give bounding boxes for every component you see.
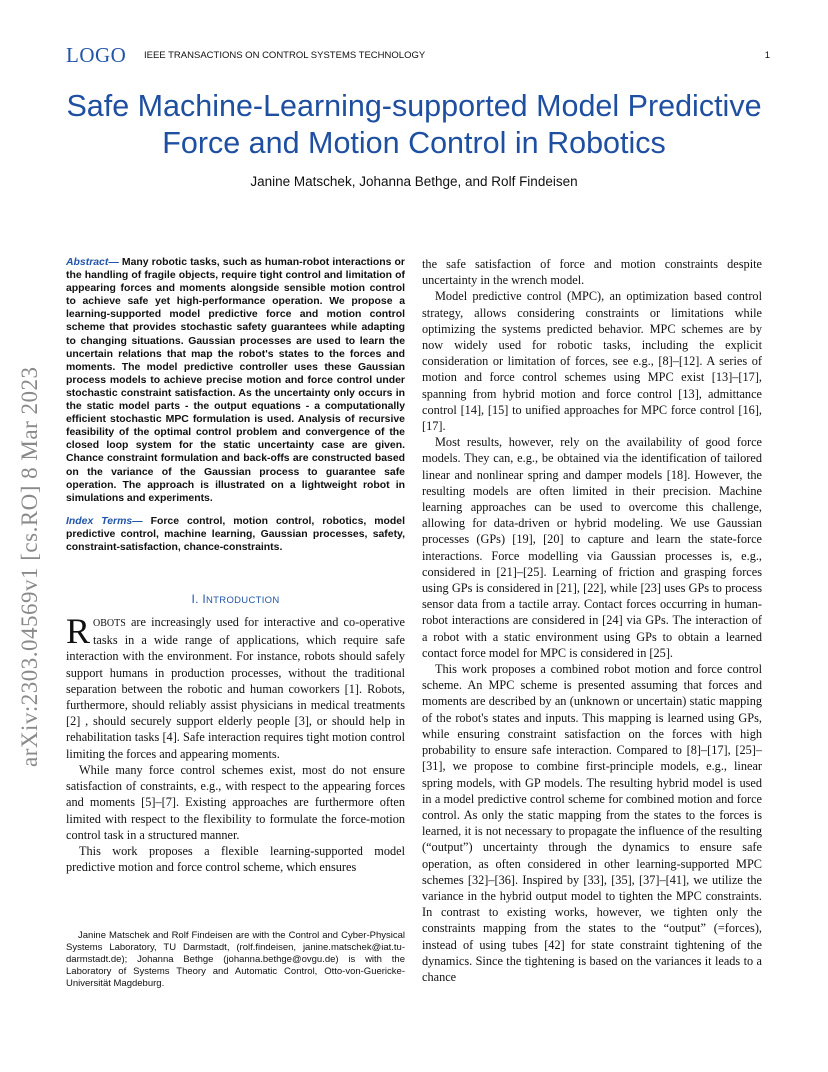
right-paragraph-1: Model predictive control (MPC), an optimization based control strategy, allows considering constraints or limitations while optimizing the systems predicted behavior. MPC schemes are by now widely used for robotic tasks, including the explicit consideration or limitation of forces, see e.g., [8]–[12]. A series of motion and force control schemes using MPC exist [13]–[17], spanning from hybrid motion and force control [13], admittance control [14], [15] to unified approaches for MPC force control [16], [17]. <box>422 289 762 434</box>
author-footnote <box>66 930 405 990</box>
left-column <box>66 256 405 875</box>
index-terms <box>66 515 405 554</box>
abstract-text: Many robotic tasks, such as human-robot interactions or the handling of fragile objects, require tight control and limitation of appearing forces and moments alongside sensible motion control to achieve safe yet high-performance operation. We propose a learning-supported model predictive force and motion control scheme that provides stochastic safety guarantees while adapting to changing situations. Gaussian processes are used to learn the uncertain relations that map the robot's states to the forces and moments. The model predictive controller uses these Gaussian process models to achieve precise motion and force control under stochastic constraint satisfaction. As the uncertainty only occurs in the static model parts - the output equations - a computationally efficient stochastic MPC formulation is used. Analysis of recursive feasibility of the optimal control problem and convergence of the closed loop system for the static uncertainty case are given. Chance constraint formulation and back-offs are constructed based on the variance of the Gaussian process to guarantee safe operation. The approach is illustrated on a lightweight robot in simulations and experiments. <box>66 257 405 504</box>
intro-paragraph-2: While many force control schemes exist, most do not ensure satisfaction of constraints, e.g., with respect to the appearing forces and moments [5]–[7]. Existing approaches are furthermore often limited with respect to the flexibility to formulate the force-motion control task in a structured manner. <box>66 762 405 842</box>
index-terms-label: Index Terms— <box>66 515 143 527</box>
author-list: Janine Matschek, Johanna Bethge, and Rolf Findeisen <box>250 174 578 189</box>
right-paragraph-2: Most results, however, rely on the availability of good force models. They can, e.g., be obtained via the identification of tailored linear and nonlinear spring and damper models [18]. However, the resulting models are often limited in their precision. Machine learning approaches can be used to overcome this challenge, allowing for data-driven or hybrid modeling. We use Gaussian processes (GPs) [19], [20] to capture and learn the state-force interactions. Force modelling via Gaussian processes is, e.g., considered in [21]–[25]. Learning of friction and grasping forces using GPs is considered in [21], [22], while [23] uses GPs to process sensor data from a tactile array. Contact forces occurring in human-robot interactions are considered in [24] via GPs. The interaction of a robot with a static environment using GPs to obtain a learned contact force model for MPC is considered in [25]. <box>422 435 762 660</box>
right-column <box>422 256 762 985</box>
abstract-label: Abstract— <box>66 257 119 268</box>
intro-p1-text: are increasingly used for interactive and co-operative tasks in a wide range of applications, which require safe interaction with the environment. For instance, robots should safely support humans in production processes, without the traditional separation between the robotic and human coworkers [1]. Robots, furthermore, should reliably assist physicians in medical treatments [2] , should securely support elderly people [3], or should help in rehabilitation tasks [4]. Safe interaction requires tight motion control limiting the forces and appearing moments. <box>66 615 405 761</box>
right-paragraph-0: the safe satisfaction of force and motion constraints despite uncertainty in the wrench model. <box>422 257 762 288</box>
drop-cap: R <box>66 611 91 652</box>
journal-name: IEEE TRANSACTIONS ON CONTROL SYSTEMS TECHNOLOGY <box>144 50 426 61</box>
index-terms-text: Force control, motion control, robotics, model predictive control, machine learning, Gaussian processes, safety, constraint-satisfaction, chance-constraints. <box>66 515 405 553</box>
section-heading-introduction <box>66 592 405 608</box>
abstract <box>66 256 405 505</box>
intro-paragraph-3: This work proposes a flexible learning-supported model predictive motion and force control scheme, which ensures <box>66 843 405 875</box>
paper-title: Safe Machine-Learning-supported Model Predictive Force and Motion Control in Robotics <box>66 89 762 160</box>
intro-smallcaps: OBOTS <box>93 618 126 630</box>
section-rest: NTRODUCTION <box>206 595 280 607</box>
arxiv-stamp: arXiv:2303.04569v1 [cs.RO] 8 Mar 2023 <box>17 366 42 767</box>
arxiv-stamp-container <box>15 287 45 767</box>
footnote-text: Janine Matschek and Rolf Findeisen are with the Control and Cyber-Physical Systems Laboratory, TU Darmstadt, (rolf.findeisen, janine.matschek@iat.tu-darmstadt.de); Johanna Bethge (johanna.bethge@ovgu.de) is with the Laboratory of Systems Theory and Automatic Control, Otto-von-Guericke-Universität Magdeburg. <box>66 930 405 989</box>
section-first-letter: I <box>202 592 207 607</box>
intro-paragraph-1 <box>66 611 405 762</box>
running-header <box>66 44 770 66</box>
section-numeral: I. <box>191 592 203 607</box>
journal-logo: LOGO <box>66 43 127 67</box>
right-paragraph-3: This work proposes a combined robot motion and force control scheme. An MPC scheme is presented assuming that forces and moments are described by an (unknown or uncertain) static mapping of the robot's states and inputs. This mapping is learned using GPs, while ensuring constraint satisfaction on the forces with high probability to ensure safe interaction. Compared to [8]–[17], [25]–[31], we propose to combine first-principle models, e.g., linear spring models, with GP models. The resulting hybrid model is used in a model predictive control scheme for combined motion and force control. As only the static mapping from the states to the forces is learned, it is not necessary to propagate the influence of the resulting (“output”) uncertainty through the dynamics to ensure safe operation, as often considered in other learning-supported MPC schemes [32]–[36]. Inspired by [33], [35], [37]–[41], we utilize the variance in the hybrid output model to tighten the MPC constraints. In contrast to existing works, however, we tighten only the constraints mapping from the states to the “output” (=forces), instead of using tubes [42] for state constraint tightening of the dynamics. Since the tightening is based on the variances it leads to a chance <box>422 662 762 984</box>
page-number: 1 <box>764 50 770 61</box>
